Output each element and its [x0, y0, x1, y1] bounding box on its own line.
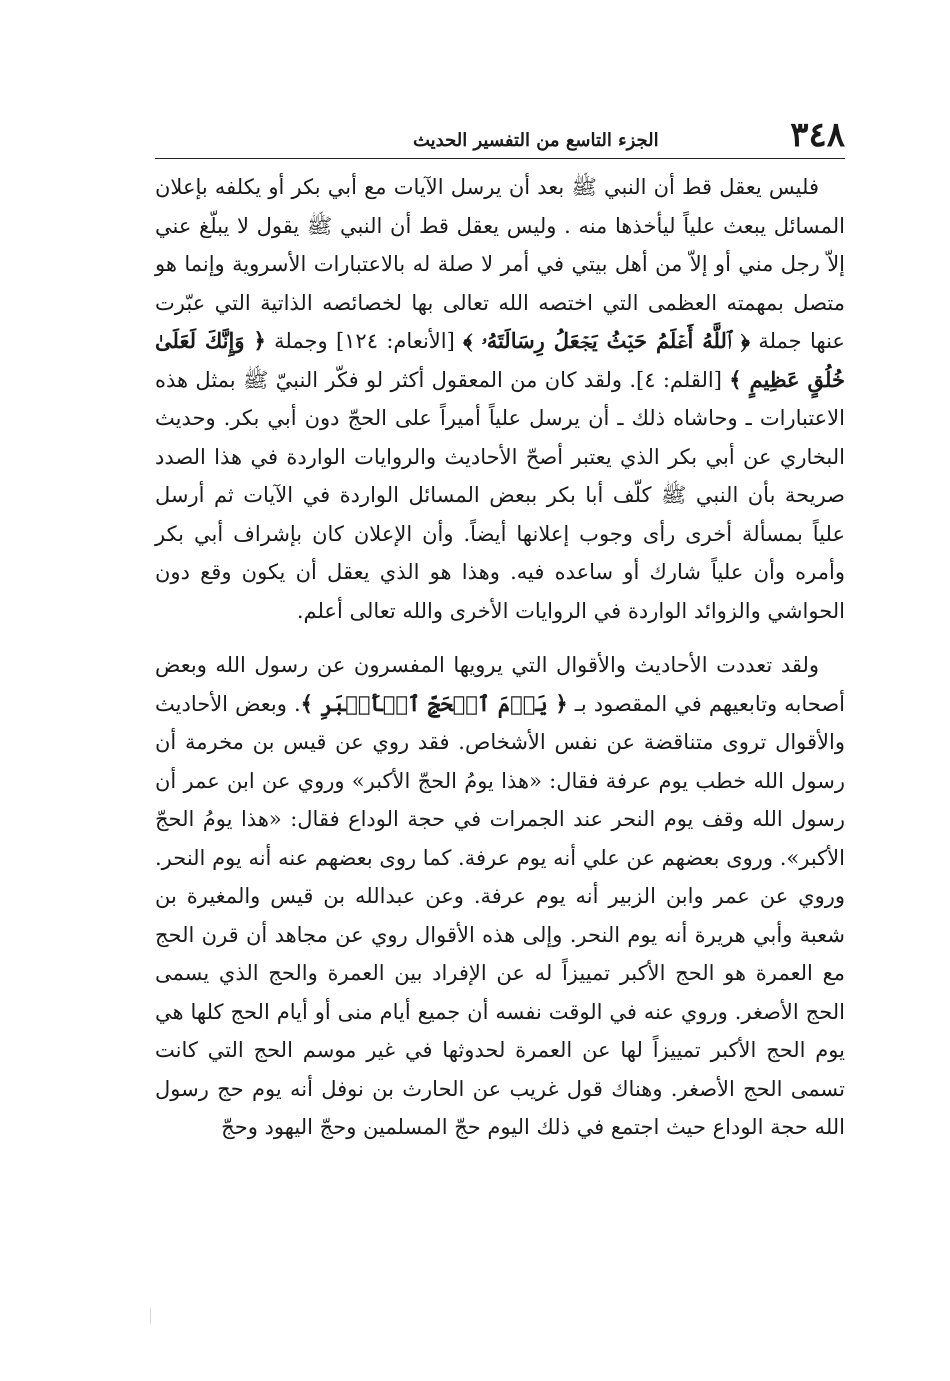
quran-verse: ﴿ وَإِنَّكَ لَعَلَىٰ خُلُقٍ عَظِيمٍ ﴾: [155, 328, 845, 392]
scan-mark: [150, 1308, 151, 1324]
text-segment: فليس يعقل قط أن النبي ﷺ بعد أن يرسل الآيات مع أبي بكر أو يكلفه بإعلان المسائل يبعث علياً ليأخذها منه . وليس يعقل قط أن النبي ﷺ يقول لا يبلّغ عني إلاّ رجل مني أو إلاّ من أهل بيتي في أمر لا صلة له بالاعتبارات الأسروية وإنما هو متصل بمهمته العظمى التي اختصه الله تعالى بها لخصائصه الذاتية التي عبّرت عنها جملة: [155, 175, 845, 353]
text-segment: [القلم: ٤]. ولقد كان من المعقول أكثر لو فكّر النبيّ ﷺ بمثل هذه الاعتبارات ـ وحاشاه ذلك ـ أن يرسل علياً أميراً على الحجّ دون أبي بكر. وحديث البخاري عن أبي بكر الذي يعتبر أصحّ الأحاديث والروايات الواردة في هذا الصدد صريحة بأن النبي ﷺ كلّف أبا بكر ببعض المسائل الواردة في الآيات ثم أرسل علياً بمسألة أخرى رأى وجوب إعلانها أيضاً. وأن الإعلان كان بإشراف أبي بكر وأمره وأن علياً شارك أو ساعده فيه. وهذا هو الذي يعقل أن يكون وقع دون الحواشي والزوائد الواردة في الروايات الأخرى والله تعالى أعلم.: [155, 367, 845, 623]
text-segment: . وبعض الأحاديث والأقوال تروى متناقضة عن نفس الأشخاص. فقد روي عن قيس بن مخرمة أن رسول الله خطب يوم عرفة فقال: «هذا يومُ الحجّ الأكبر» وروي عن ابن عمر أن رسول الله وقف يوم النحر عند الجمرات في حجة الوداع فقال: «هذا يومُ الحجّ الأكبر». وروى بعضهم عن علي أنه يوم عرفة. كما روى بعضهم عنه أنه يوم النحر. وروي عن عمر وابن الزبير أنه يوم عرفة. وعن عبدالله بن قيس والمغيرة بن شعبة وأبي هريرة أنه يوم النحر. وإلى هذه الأقوال روي عن مجاهد أن قرن الحج مع العمرة هو الحج الأكبر تمييزاً له عن الإفراد بين العمرة والحج الذي يسمى الحج الأصغر. وروي عنه في الوقت نفسه أن جميع أيام منى أو أيام الحج كلها هي يوم الحج الأكبر تمييزاً لها عن العمرة لحدوثها في غير موسم الحج التي كانت تسمى الحج الأصغر. وهناك قول غريب عن الحارث بن نوفل أنه يوم حج رسول الله حجة الوداع حيث اجتمع في ذلك اليوم حجّ المسلمين وحجّ اليهود وحجّ: [155, 691, 845, 1139]
body-text: [155, 168, 845, 1147]
quran-verse: ﴿ ٱللَّهُ أَعۡلَمُ حَيۡثُ يَجۡعَلُ رِسَالَتَهُۥ ﴾: [463, 328, 750, 353]
paragraph-1: [155, 168, 845, 630]
page-header: [155, 108, 845, 156]
quran-verse: ﴿ يَوۡمَ ٱلۡحَجِّ ٱلۡأَكۡبَرِ ﴾: [300, 690, 568, 716]
running-title: الجزء التاسع من التفسير الحديث: [413, 130, 659, 151]
text-segment: ولقد تعددت الأحاديث والأقوال التي يرويها المفسرون عن رسول الله وبعض أصحابه وتابعيهم في المقصود بـ: [155, 653, 845, 716]
header-divider: [155, 158, 845, 159]
page-number: ٣٤٨: [790, 115, 845, 155]
paragraph-2: [155, 646, 845, 1147]
text-segment: [الأنعام: ١٢٤] وجملة: [265, 329, 464, 353]
